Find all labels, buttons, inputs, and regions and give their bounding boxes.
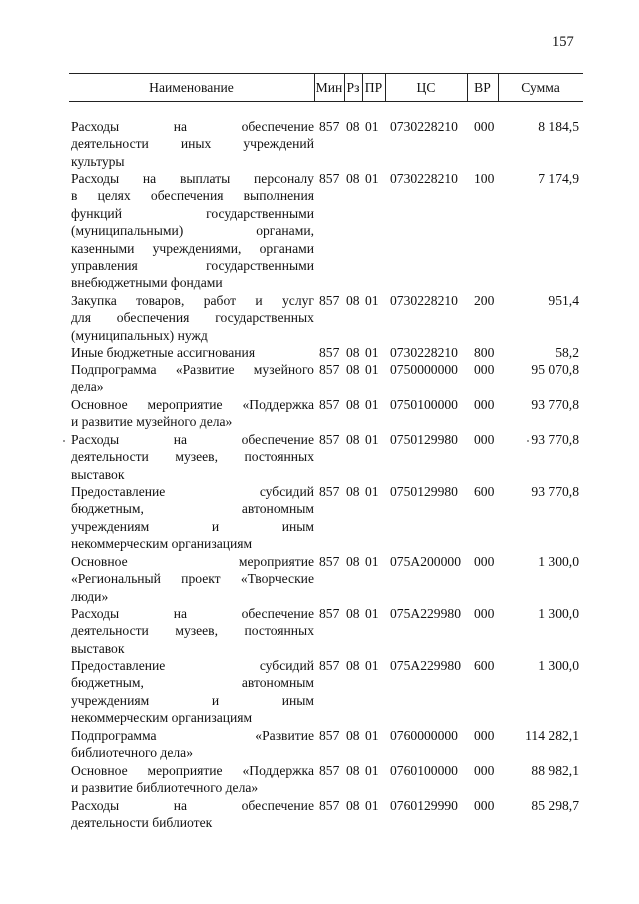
- header-rz: Рз: [346, 80, 360, 95]
- row-rz: 08: [346, 798, 360, 813]
- row-sum: 58,2: [555, 345, 579, 360]
- scan-speck: [527, 440, 529, 442]
- row-name-line: деятельности музеев, постоянных: [71, 623, 314, 639]
- row-name-line: культуры: [71, 153, 125, 169]
- row-name: [71, 396, 314, 431]
- row-name: [71, 118, 314, 170]
- row-name-line: учреждениям и иным: [71, 518, 314, 534]
- row-rz: 08: [346, 397, 360, 412]
- row-sum: 95 070,8: [531, 362, 579, 377]
- row-vr: 000: [474, 397, 495, 412]
- row-cs: 0730228210: [390, 345, 458, 360]
- row-pr: 01: [365, 397, 379, 412]
- row-min: 857: [319, 728, 340, 743]
- row-sum: 951,4: [548, 293, 579, 308]
- row-name-line: «Региональный проект «Творческие: [71, 571, 314, 587]
- row-name-line: Закупка товаров, работ и услуг: [71, 293, 314, 308]
- row-pr: 01: [365, 293, 379, 308]
- row-sum: 8 184,5: [538, 119, 579, 134]
- header-pr: ПР: [364, 80, 383, 95]
- header-top-rule: [69, 73, 583, 74]
- row-min: 857: [319, 432, 340, 447]
- row-name-line: управления государственными: [71, 258, 314, 274]
- row-name-line: Расходы на обеспечение: [71, 432, 314, 447]
- row-pr: 01: [365, 171, 379, 186]
- row-sum: 93 770,8: [531, 484, 579, 499]
- row-name-line: люди»: [71, 588, 109, 604]
- row-name: [71, 431, 314, 483]
- row-min: 857: [319, 345, 340, 360]
- row-pr: 01: [365, 554, 379, 569]
- header-name: Наименование: [149, 80, 234, 95]
- row-cs: 0730228210: [390, 171, 458, 186]
- row-name-line: выставок: [71, 466, 125, 482]
- row-vr: 000: [474, 362, 495, 377]
- row-cs: 0730228210: [390, 293, 458, 308]
- row-sum: 93 770,8: [531, 432, 579, 447]
- row-name-line: Основное мероприятие «Поддержка: [71, 763, 314, 778]
- row-rz: 08: [346, 345, 360, 360]
- row-min: 857: [319, 293, 340, 308]
- row-name: [71, 727, 314, 762]
- row-rz: 08: [346, 606, 360, 621]
- row-name-line: Расходы на обеспечение: [71, 119, 314, 134]
- row-rz: 08: [346, 119, 360, 134]
- row-name-line: Предоставление субсидий: [71, 484, 314, 499]
- row-rz: 08: [346, 658, 360, 673]
- row-cs: 0750100000: [390, 397, 458, 412]
- row-name-line: внебюджетными фондами: [71, 275, 223, 291]
- row-name: [71, 483, 314, 553]
- row-sum: 1 300,0: [538, 554, 579, 569]
- row-sum: 85 298,7: [531, 798, 579, 813]
- row-pr: 01: [365, 432, 379, 447]
- row-min: 857: [319, 798, 340, 813]
- row-rz: 08: [346, 728, 360, 743]
- row-min: 857: [319, 362, 340, 377]
- row-pr: 01: [365, 763, 379, 778]
- row-name: [71, 553, 314, 605]
- row-name-line: функций государственными: [71, 205, 314, 221]
- row-name-line: Расходы на выплаты персоналу: [71, 171, 314, 186]
- row-name: [71, 762, 314, 797]
- row-name-line: Основное мероприятие: [71, 554, 314, 569]
- row-cs: 0750129980: [390, 484, 458, 499]
- row-pr: 01: [365, 484, 379, 499]
- row-name-line: деятельности библиотек: [71, 815, 213, 831]
- row-vr: 800: [474, 345, 495, 360]
- row-name: [71, 657, 314, 727]
- row-name-line: библиотечного дела»: [71, 745, 193, 761]
- row-rz: 08: [346, 484, 360, 499]
- row-vr: 000: [474, 763, 495, 778]
- row-name-line: Основное мероприятие «Поддержка: [71, 397, 314, 412]
- row-sum: 1 300,0: [538, 658, 579, 673]
- row-rz: 08: [346, 362, 360, 377]
- row-cs: 0760100000: [390, 763, 458, 778]
- row-name: [71, 344, 314, 361]
- row-vr: 000: [474, 554, 495, 569]
- row-cs: 075A229980: [390, 606, 461, 621]
- header-cs: ЦС: [416, 80, 436, 95]
- header-min: Мин: [315, 80, 343, 95]
- row-name-line: и развитие музейного дела»: [71, 414, 233, 430]
- row-min: 857: [319, 397, 340, 412]
- row-name-line: (муниципальных) нужд: [71, 327, 208, 343]
- row-cs: 0760129990: [390, 798, 458, 813]
- row-name-line: бюджетным, автономным: [71, 501, 314, 517]
- row-vr: 600: [474, 484, 495, 499]
- row-cs: 0760000000: [390, 728, 458, 743]
- row-name: [71, 170, 314, 292]
- row-rz: 08: [346, 432, 360, 447]
- row-pr: 01: [365, 119, 379, 134]
- header-bottom-rule: [69, 101, 583, 102]
- row-name-line: бюджетным, автономным: [71, 675, 314, 691]
- row-name-line: некоммерческим организациям: [71, 710, 253, 726]
- row-vr: 000: [474, 119, 495, 134]
- row-cs: 075A200000: [390, 554, 461, 569]
- row-name-line: некоммерческим организациям: [71, 536, 253, 552]
- row-name-line: для обеспечения государственных: [71, 310, 314, 326]
- row-name: [71, 292, 314, 344]
- row-pr: 01: [365, 658, 379, 673]
- row-name-line: учреждениям и иным: [71, 692, 314, 708]
- row-sum: 93 770,8: [531, 397, 579, 412]
- row-name-line: (муниципальными) органами,: [71, 223, 314, 239]
- row-sum: 114 282,1: [525, 728, 579, 743]
- row-pr: 01: [365, 362, 379, 377]
- header-vr: ВР: [474, 80, 491, 95]
- row-min: 857: [319, 554, 340, 569]
- row-name-line: Подпрограмма «Развитие музейного: [71, 362, 314, 377]
- row-min: 857: [319, 484, 340, 499]
- row-pr: 01: [365, 345, 379, 360]
- row-cs: 0750000000: [390, 362, 458, 377]
- row-name-line: Расходы на обеспечение: [71, 798, 314, 813]
- row-name-line: в целях обеспечения выполнения: [71, 188, 314, 204]
- row-name-line: Расходы на обеспечение: [71, 606, 314, 621]
- row-name-line: Предоставление субсидий: [71, 658, 314, 673]
- row-rz: 08: [346, 171, 360, 186]
- page-number: 157: [552, 34, 574, 50]
- row-cs: 0750129980: [390, 432, 458, 447]
- row-name-line: деятельности музеев, постоянных: [71, 449, 314, 465]
- row-pr: 01: [365, 606, 379, 621]
- row-name: [71, 361, 314, 396]
- row-vr: 100: [474, 171, 495, 186]
- row-min: 857: [319, 119, 340, 134]
- row-name-line: и развитие библиотечного дела»: [71, 780, 259, 796]
- row-name: [71, 605, 314, 657]
- row-name-line: выставок: [71, 640, 125, 656]
- row-min: 857: [319, 171, 340, 186]
- row-rz: 08: [346, 293, 360, 308]
- row-min: 857: [319, 763, 340, 778]
- row-rz: 08: [346, 554, 360, 569]
- row-vr: 000: [474, 728, 495, 743]
- row-vr: 200: [474, 293, 495, 308]
- row-vr: 600: [474, 658, 495, 673]
- row-cs: 0730228210: [390, 119, 458, 134]
- row-rz: 08: [346, 763, 360, 778]
- header-sum: Сумма: [521, 80, 560, 95]
- row-pr: 01: [365, 798, 379, 813]
- row-name-line: Подпрограмма «Развитие: [71, 728, 314, 743]
- scan-speck: [63, 440, 65, 442]
- row-vr: 000: [474, 606, 495, 621]
- row-sum: 7 174,9: [538, 171, 579, 186]
- row-vr: 000: [474, 798, 495, 813]
- row-name-line: деятельности иных учреждений: [71, 136, 314, 152]
- row-pr: 01: [365, 728, 379, 743]
- row-name-line: Иные бюджетные ассигнования: [71, 345, 256, 360]
- row-name-line: дела»: [71, 379, 104, 395]
- row-min: 857: [319, 606, 340, 621]
- row-vr: 000: [474, 432, 495, 447]
- row-cs: 075A229980: [390, 658, 461, 673]
- row-sum: 1 300,0: [538, 606, 579, 621]
- row-name: [71, 797, 314, 832]
- row-name-line: казенными учреждениями, органами: [71, 240, 314, 256]
- row-min: 857: [319, 658, 340, 673]
- row-sum: 88 982,1: [531, 763, 579, 778]
